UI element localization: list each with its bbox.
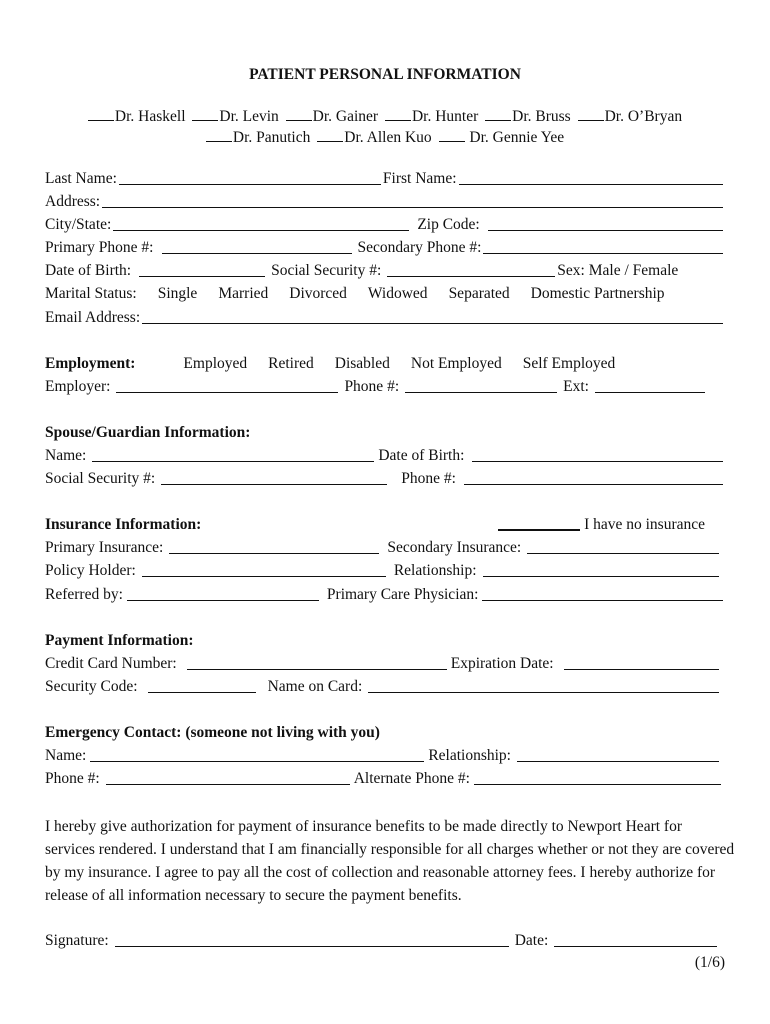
emergency-relationship-field[interactable] bbox=[517, 747, 719, 762]
email-field[interactable] bbox=[142, 309, 723, 324]
emergency-phone-row bbox=[45, 768, 725, 788]
spouse-name-field[interactable] bbox=[92, 447, 374, 462]
spouse-phone-field[interactable] bbox=[464, 470, 723, 485]
primary-insurance-row bbox=[45, 537, 725, 557]
doctor-option[interactable]: Dr. Gennie Yee bbox=[439, 129, 565, 146]
insurance-heading: Insurance Information: bbox=[45, 516, 202, 533]
marital-option-divorced[interactable]: Divorced bbox=[289, 285, 347, 302]
email-row bbox=[45, 307, 725, 327]
doctor-option[interactable]: Dr. O’Bryan bbox=[578, 108, 683, 125]
spouse-name-row bbox=[45, 445, 725, 465]
primary-insurance-field[interactable] bbox=[169, 539, 379, 554]
signature-field[interactable] bbox=[115, 932, 509, 947]
marital-row bbox=[45, 283, 725, 303]
first-name-field[interactable] bbox=[459, 170, 723, 185]
phone-row bbox=[45, 237, 725, 257]
secondary-phone-field[interactable] bbox=[483, 239, 723, 254]
ext-field[interactable] bbox=[595, 378, 705, 393]
emergency-name-field[interactable] bbox=[90, 747, 424, 762]
last-name-field[interactable] bbox=[119, 170, 381, 185]
address-row bbox=[45, 191, 725, 211]
ssn-label: Social Security #: bbox=[271, 262, 382, 279]
policy-holder-field[interactable] bbox=[142, 562, 386, 577]
card-number-row bbox=[45, 653, 725, 673]
emergency-name-row bbox=[45, 745, 725, 765]
authorization-text: I hereby give authorization for payment of insurance benefits to be made directly to Newport Heart for services rendered. I understand that I am financially responsible for all charges whether or not they are covered by my insurance. I agree to pay all the cost of collection and reasonable attorney fees. I hereby authorize for release of all information necessary to secure the payment benefits. bbox=[45, 818, 735, 904]
doctor-choices-line1 bbox=[0, 108, 770, 126]
employment-row bbox=[45, 353, 725, 373]
signature-row bbox=[45, 930, 725, 950]
spouse-name-label: Name: bbox=[45, 447, 87, 464]
spouse-dob-label: Date of Birth: bbox=[378, 447, 465, 464]
sex-choice[interactable]: Sex: Male / Female bbox=[557, 262, 679, 279]
doctor-blank[interactable] bbox=[192, 108, 218, 121]
doctor-option[interactable]: Dr. Gainer bbox=[286, 108, 378, 125]
doctor-option[interactable]: Dr. Allen Kuo bbox=[317, 129, 431, 146]
referred-row bbox=[45, 584, 725, 604]
address-field[interactable] bbox=[102, 193, 723, 208]
security-code-row bbox=[45, 676, 725, 696]
policy-holder-row bbox=[45, 560, 725, 580]
alternate-phone-field[interactable] bbox=[474, 770, 721, 785]
doctor-blank[interactable] bbox=[88, 108, 114, 121]
doctor-option[interactable]: Dr. Haskell bbox=[88, 108, 186, 125]
emergency-heading: Emergency Contact: (someone not living with you) bbox=[45, 724, 380, 741]
marital-status-label: Marital Status: bbox=[45, 285, 137, 302]
spouse-ssn-label: Social Security #: bbox=[45, 470, 156, 487]
expiration-field[interactable] bbox=[564, 655, 719, 670]
pcp-field[interactable] bbox=[482, 586, 723, 601]
relationship-label: Relationship: bbox=[393, 562, 477, 579]
primary-phone-field[interactable] bbox=[162, 239, 352, 254]
marital-option-married[interactable]: Married bbox=[218, 285, 269, 302]
secondary-insurance-field[interactable] bbox=[527, 539, 719, 554]
expiration-label: Expiration Date: bbox=[450, 655, 554, 672]
relationship-field[interactable] bbox=[483, 562, 719, 577]
marital-option-separated[interactable]: Separated bbox=[448, 285, 510, 302]
employer-phone-field[interactable] bbox=[405, 378, 557, 393]
dob-label: Date of Birth: bbox=[45, 262, 132, 279]
employment-heading: Employment: bbox=[45, 355, 136, 372]
spouse-dob-field[interactable] bbox=[472, 447, 723, 462]
spouse-heading-row bbox=[45, 422, 725, 442]
referred-by-field[interactable] bbox=[127, 586, 319, 601]
last-name-label: Last Name: bbox=[45, 170, 117, 187]
doctor-blank[interactable] bbox=[485, 108, 511, 121]
employment-option-self-employed[interactable]: Self Employed bbox=[522, 355, 616, 372]
name-row bbox=[45, 168, 725, 188]
city-state-field[interactable] bbox=[113, 216, 409, 231]
employer-field[interactable] bbox=[116, 378, 338, 393]
dob-row bbox=[45, 260, 725, 280]
security-code-label: Security Code: bbox=[45, 678, 138, 695]
spouse-phone-label: Phone #: bbox=[401, 470, 456, 487]
employer-row bbox=[45, 376, 725, 396]
security-code-field[interactable] bbox=[148, 678, 256, 693]
employment-option-employed[interactable]: Employed bbox=[183, 355, 248, 372]
primary-insurance-label: Primary Insurance: bbox=[45, 539, 164, 556]
card-number-field[interactable] bbox=[187, 655, 447, 670]
doctor-option[interactable]: Dr. Bruss bbox=[485, 108, 571, 125]
city-state-label: City/State: bbox=[45, 216, 112, 233]
doctor-choices-line2 bbox=[0, 129, 770, 147]
spouse-ssn-row bbox=[45, 468, 725, 488]
doctor-blank[interactable] bbox=[439, 129, 465, 142]
primary-phone-label: Primary Phone #: bbox=[45, 239, 154, 256]
employer-phone-label: Phone #: bbox=[344, 378, 400, 395]
doctor-option[interactable]: Dr. Hunter bbox=[385, 108, 478, 125]
card-number-label: Credit Card Number: bbox=[45, 655, 177, 672]
secondary-phone-label: Secondary Phone #: bbox=[357, 239, 482, 256]
payment-heading-row bbox=[45, 630, 725, 650]
marital-option-widowed[interactable]: Widowed bbox=[367, 285, 428, 302]
name-on-card-label: Name on Card: bbox=[267, 678, 363, 695]
no-insurance-blank[interactable] bbox=[498, 515, 580, 531]
payment-heading: Payment Information: bbox=[45, 632, 194, 649]
employment-option-not-employed[interactable]: Not Employed bbox=[410, 355, 502, 372]
doctor-blank[interactable] bbox=[286, 108, 312, 121]
spouse-heading: Spouse/Guardian Information: bbox=[45, 424, 251, 441]
city-row bbox=[45, 214, 725, 234]
pcp-label: Primary Care Physician: bbox=[326, 586, 479, 603]
alternate-phone-label: Alternate Phone #: bbox=[353, 770, 470, 787]
doctor-option[interactable]: Dr. Levin bbox=[192, 108, 278, 125]
marital-option-domestic-partnership[interactable]: Domestic Partnership bbox=[530, 285, 665, 302]
ssn-field[interactable] bbox=[387, 262, 555, 277]
insurance-heading-row bbox=[45, 514, 725, 534]
policy-holder-label: Policy Holder: bbox=[45, 562, 136, 579]
name-on-card-field[interactable] bbox=[368, 678, 719, 693]
secondary-insurance-label: Secondary Insurance: bbox=[387, 539, 522, 556]
employer-label: Employer: bbox=[45, 378, 111, 395]
referred-by-label: Referred by: bbox=[45, 586, 123, 603]
emergency-name-label: Name: bbox=[45, 747, 87, 764]
marital-option-single[interactable]: Single bbox=[157, 285, 198, 302]
address-label: Address: bbox=[45, 193, 101, 210]
doctor-blank[interactable] bbox=[206, 129, 232, 142]
ext-label: Ext: bbox=[563, 378, 589, 395]
zip-field[interactable] bbox=[488, 216, 723, 231]
page-number: (1/6) bbox=[694, 954, 725, 971]
employment-option-disabled[interactable]: Disabled bbox=[334, 355, 390, 372]
doctor-option[interactable]: Dr. Panutich bbox=[206, 129, 311, 146]
doctor-blank[interactable] bbox=[578, 108, 604, 121]
date-label: Date: bbox=[514, 932, 549, 949]
employment-option-retired[interactable]: Retired bbox=[268, 355, 314, 372]
emergency-heading-row bbox=[45, 722, 725, 742]
emergency-phone-field[interactable] bbox=[106, 770, 350, 785]
doctor-blank[interactable] bbox=[385, 108, 411, 121]
zip-label: Zip Code: bbox=[417, 216, 480, 233]
email-label: Email Address: bbox=[45, 309, 141, 326]
date-field[interactable] bbox=[554, 932, 717, 947]
dob-field[interactable] bbox=[139, 262, 265, 277]
emergency-relationship-label: Relationship: bbox=[428, 747, 511, 764]
signature-label: Signature: bbox=[45, 932, 109, 949]
emergency-phone-label: Phone #: bbox=[45, 770, 100, 787]
page-title: PATIENT PERSONAL INFORMATION bbox=[249, 66, 521, 83]
spouse-ssn-field[interactable] bbox=[161, 470, 387, 485]
no-insurance-label: I have no insurance bbox=[584, 516, 705, 533]
first-name-label: First Name: bbox=[382, 170, 457, 187]
doctor-blank[interactable] bbox=[317, 129, 343, 142]
